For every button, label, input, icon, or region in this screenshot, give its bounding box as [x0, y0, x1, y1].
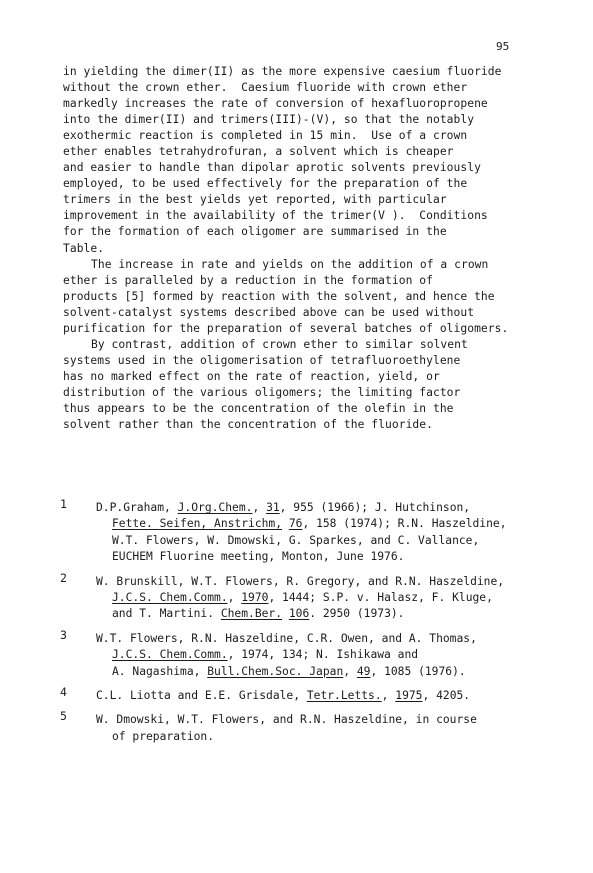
reference-line [96, 606, 550, 622]
paragraph [63, 64, 543, 257]
citation-underlined: 106 [288, 607, 310, 621]
reference-line [96, 590, 550, 606]
reference-line [96, 712, 550, 728]
text-line: in yielding the dimer(II) as the more expensive caesium fluoride [63, 65, 502, 78]
citation-underlined: Tetr.Letts. [306, 689, 382, 703]
reference-line [96, 729, 550, 745]
text-line: The increase in rate and yields on the addition of a crown [91, 257, 489, 271]
citation-text: . 2950 (1973). [309, 607, 405, 621]
page-number: 95 [496, 40, 510, 53]
text-line: purification for the preparation of several batches of oligomers. [63, 321, 509, 335]
text-line: ether enables tetrahydrofuran, a solvent which is cheaper [63, 145, 454, 159]
text-line: and easier to handle than dipolar aprotic solvents previously [63, 161, 481, 175]
citation-underlined: Bull.Chem.Soc. Japan [207, 664, 344, 678]
citation-text [282, 607, 289, 620]
text-line: ether is paralleled by a reduction in the formation of [63, 273, 433, 287]
text-line: markedly increases the rate of conversion of hexafluoropropene [63, 97, 488, 111]
text-line: solvent rather than the concentration of the fluoride. [63, 418, 433, 432]
text-line: solvent-catalyst systems described above can be used without [63, 305, 475, 319]
citation-text: W.T. Flowers, W. Dmowski, G. Sparkes, and C. Vallance, [112, 533, 480, 547]
citation-text: of preparation. [112, 729, 215, 743]
citation-text [282, 517, 289, 530]
citation-text: , [252, 501, 267, 514]
reference-entry [60, 497, 550, 566]
text-line: into the dimer(II) and trimers(III)-(V), so that the notably [63, 113, 475, 127]
text-line: exothermic reaction is completed in 15 min. Use of a crown [63, 129, 468, 143]
citation-text: , 955 (1966); J. Hutchinson, [279, 501, 471, 514]
reference-line [96, 574, 550, 590]
citation-underlined: 49 [356, 664, 371, 678]
citation-underlined: 1975 [395, 689, 423, 703]
reference-entry [60, 709, 550, 745]
paragraph [63, 337, 543, 433]
body-text [63, 64, 543, 433]
reference-line [96, 549, 550, 565]
reference-line [96, 688, 550, 704]
citation-text: , [227, 591, 242, 605]
citation-text: , 158 (1974); R.N. Haszeldine, [302, 517, 507, 531]
reference-number: 1 [60, 497, 67, 511]
reference-line [96, 516, 550, 532]
citation-underlined: Fette. Seifen, Anstrichm, [112, 517, 283, 531]
reference-line [96, 533, 550, 549]
text-line: systems used in the oligomerisation of tetrafluoroethylene [63, 353, 461, 367]
reference-entry [60, 627, 550, 680]
citation-underlined: 31 [266, 501, 280, 514]
text-line: employed, to be used effectively for the preparation of the [63, 177, 468, 191]
text-line: By contrast, addition of crown ether to similar solvent [91, 337, 468, 351]
reference-line [96, 664, 550, 680]
citation-text: W. Dmowski, W.T. Flowers, and R.N. Haszeldine, in course [96, 713, 477, 727]
citation-underlined: J.C.S. Chem.Comm. [112, 648, 228, 662]
reference-number: 4 [60, 685, 67, 700]
text-line: has no marked effect on the rate of reaction, yield, or [63, 369, 440, 383]
text-line: improvement in the availability of the trimer(V ). Conditions [63, 209, 488, 223]
citation-text: D.P.Graham, [96, 501, 178, 514]
citation-underlined: Chem.Ber. [220, 607, 283, 621]
citation-text: , 1444; S.P. v. Halasz, F. Kluge, [268, 591, 493, 605]
text-line: distribution of the various oligomers; the limiting factor [63, 385, 461, 399]
citation-text: , 1974, 134; N. Ishikawa and [227, 648, 419, 662]
reference-line [96, 500, 550, 516]
citation-underlined: J.C.S. Chem.Comm. [112, 591, 228, 605]
citation-text: A. Nagashima, [112, 664, 208, 678]
citation-text: W.T. Flowers, R.N. Haszeldine, C.R. Owen, and A. Thomas, [96, 631, 477, 645]
citation-underlined: 1970 [241, 591, 269, 605]
citation-text: and T. Martini. [112, 607, 221, 621]
citation-text: C.L. Liotta and E.E. Grisdale, [96, 689, 307, 703]
text-line: thus appears to be the concentration of the olefin in the [63, 401, 454, 415]
citation-text: , 4205. [422, 689, 471, 703]
citation-underlined: 76 [288, 517, 303, 531]
reference-entry [60, 570, 550, 623]
text-line: without the crown ether. Caesium fluoride with crown ether [63, 81, 468, 95]
text-line: for the formation of each oligomer are summarised in the [63, 225, 447, 239]
references-list [60, 497, 550, 753]
reference-number: 3 [60, 627, 67, 642]
citation-text: EUCHEM Fluorine meeting, Monton, June 1976. [112, 550, 405, 564]
citation-text: , [343, 664, 357, 678]
reference-number: 5 [60, 709, 67, 724]
text-line: Table. [63, 241, 105, 255]
citation-underlined: J.Org.Chem. [177, 501, 253, 514]
citation-text: , 1085 (1976). [370, 664, 466, 678]
text-line: products [5] formed by reaction with the solvent, and hence the [63, 289, 495, 303]
citation-text: , [381, 689, 396, 703]
reference-line [96, 631, 550, 647]
reference-entry [60, 685, 550, 704]
citation-text: W. Brunskill, W.T. Flowers, R. Gregory, and R.N. Haszeldine, [96, 574, 505, 588]
reference-line [96, 647, 550, 663]
reference-number: 2 [60, 570, 67, 585]
paragraph [63, 257, 543, 337]
text-line: trimers in the best yields yet reported, with particular [63, 193, 447, 207]
